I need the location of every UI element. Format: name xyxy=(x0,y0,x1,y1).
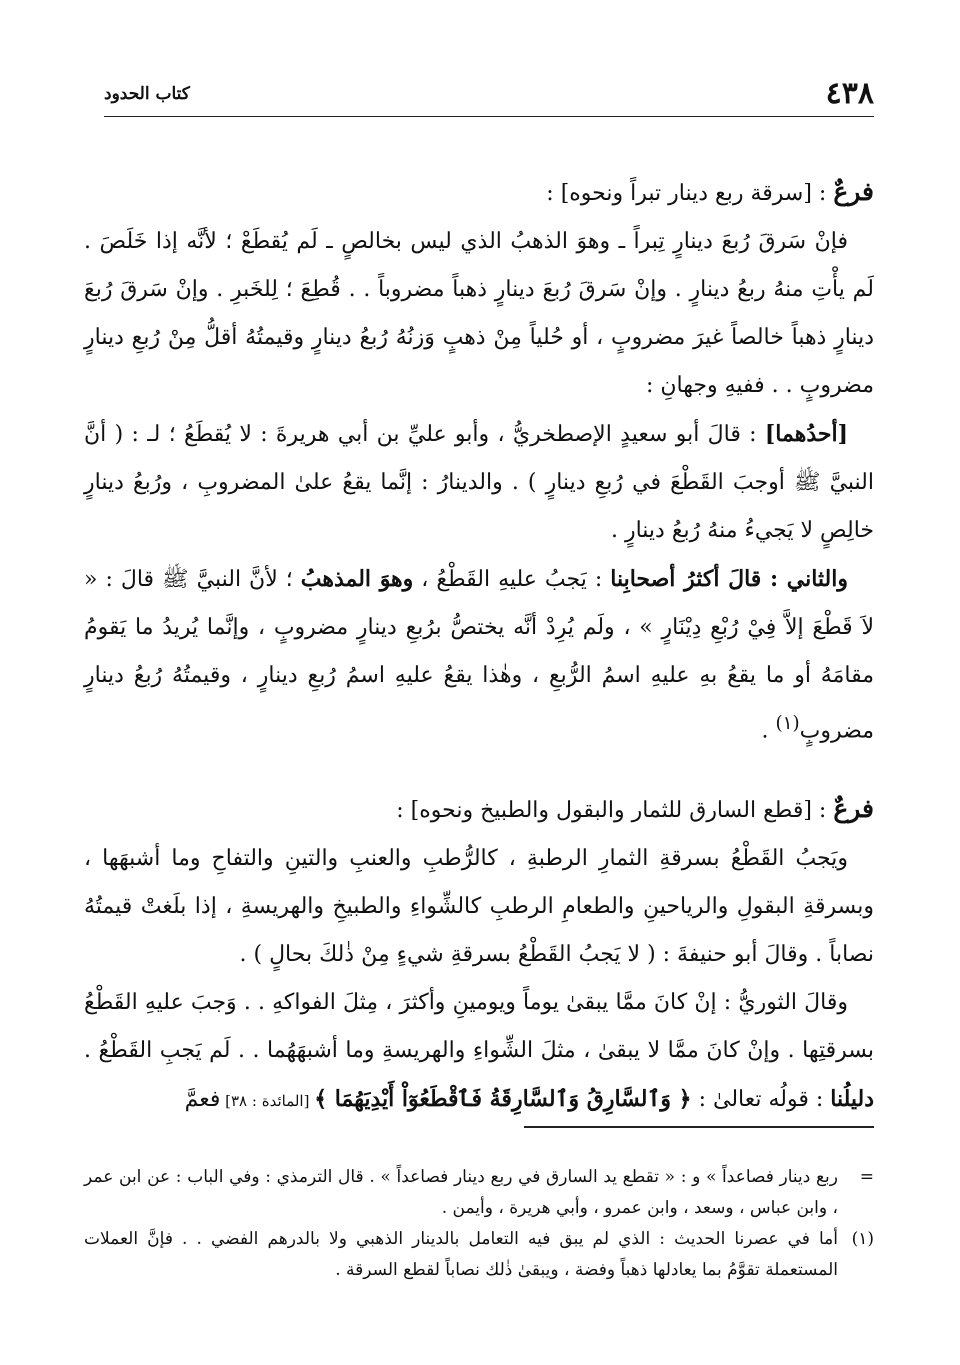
paragraph-text: : قالَ أبو سعيدٍ الإصطخريُّ ، وأبو عليِّ بن أبي هريرةَ : لا يُقطَعُ ؛ لـ : ( أنَّ النبيَّ ﷺ أوجبَ القَطْعَ في رُبعِ دينارٍ ) . والدينارُ : إنَّما يقعُ علىٰ المضروبِ ، ورُبعُ دينارٍ خالِصٍ لا يَجيءُ منهُ رُبعُ دينارٍ . xyxy=(84,422,874,543)
paragraph-lead: والثاني : قالَ أكثرُ أصحابِنا xyxy=(610,566,848,592)
footnote-text: ربع دينار فصاعداً » و : « تقطع يد السارق في ربع دينار فصاعداً » . قال الترمذي : وفي الباب : عن ابن عمر ، وابن عباس ، وسعد ، وابن عمرو ، وأبي هريرة ، وأيمن . xyxy=(84,1167,838,1218)
footnote-text: أما في عصرنا الحديث : الذي لم يبق فيه التعامل بالدينار الذهبي ولا بالدرهم الفضي . . فإنَّ العملات المستعملة تقوَّمُ بما يعادلها ذهباً وفضة ، ويبقىٰ ذٰلك نصاباً لقطع السرقة . xyxy=(84,1229,838,1280)
footnote-marker: (١) xyxy=(851,1229,874,1249)
section-gap xyxy=(84,755,874,785)
quran-verse: ﴿ وَٱلسَّارِقُ وَٱلسَّارِقَةُ فَٱقْطَعُوٓاْ أَيْدِيَهُمَا ﴾ xyxy=(314,1086,692,1113)
paragraph-end: . xyxy=(761,718,776,744)
footnotes xyxy=(84,1162,874,1286)
footnote-divider xyxy=(524,1126,874,1128)
paragraph-text: : يَجبُ عليهِ القَطْعُ ، xyxy=(413,567,611,592)
footnote-marker: = xyxy=(859,1167,874,1187)
main-text xyxy=(84,168,874,1125)
branch-label: فرعٌ xyxy=(833,177,874,206)
section-title: : [قطع السارق للثمار والبقول والطبيخ ونحوه] : xyxy=(396,798,834,824)
branch-label: فرعٌ xyxy=(833,794,874,824)
paragraph-lead: دليلُنا xyxy=(830,1086,874,1113)
footnote xyxy=(84,1162,874,1224)
paragraph: فإنْ سَرقَ رُبعَ دينارٍ تِبراً ـ وهوَ الذهبُ الذي ليس بخالصٍ ـ لَم يُقطَعْ ؛ لأنَّه إذا خَلَصَ . لَم يأْتِ منهُ ربعُ دينارٍ . وإنْ سَرقَ رُبعَ دينارٍ ذهباً مضروباً . . قُطِعَ ؛ لِلخَبرِ . وإنْ سَرقَ رُبعَ دينارٍ ذهباً خالصاً غيرَ مضروبٍ ، أو حُلياً مِنْ ذهبٍ وَزنُهُ رُبعُ دينارٍ وقيمتُهُ أقلُّ مِنْ رُبعِ دينارٍ مضروبٍ . . ففيهِ وجهانِ : xyxy=(84,229,874,398)
paragraph xyxy=(84,555,874,755)
paragraph: ويَجبُ القَطْعُ بسرقةِ الثمارِ الرطبةِ ، كالرُّطبِ والعنبِ والتينِ والتفاحِ وما أشبهَها ، وبسرقةِ البقولِ والرياحينِ والطعامِ الرطبِ كالشِّواءِ والطبيخِ والهريسةِ ، إذا بلَغتْ قيمتُهُ نصاباً . وقالَ أبو حنيفةَ : ( لا يَجبُ القَطْعُ بسرقةِ شيءٍ مِنْ ذٰلكَ بحالٍ ) . xyxy=(84,846,874,968)
page-header xyxy=(104,74,874,117)
running-title: كتاب الحدود xyxy=(104,84,190,104)
footnote xyxy=(84,1224,874,1286)
paragraph-emphasis: وهوَ المذهبُ xyxy=(300,566,414,592)
paragraph-lead: [أحدُهما] xyxy=(764,421,848,447)
paragraph xyxy=(84,410,874,555)
paragraph xyxy=(84,979,874,1125)
paragraph-text: ؛ لأنَّ النبيَّ ﷺ قالَ : « لاَ قَطْعَ إلاَّ فِيْ رُبْعِ دِيْنَارٍ » ، ولَم يُرِدْ أنَّه يختصُّ برُبعِ دينارٍ مضروبٍ ، وإنَّما يُريدُ ما يَقومُ مقامَهُ أو ما يقعُ بهِ عليهِ اسمُ الرُّبعِ ، وهٰذا يقعُ عليهِ اسمُ رُبعِ دينارٍ ، وقيمتُهُ رُبعُ دينارٍ مضروبٍ xyxy=(84,567,874,744)
page-number: ٤٣٨ xyxy=(825,76,874,111)
verse-citation: [المائدة : ٣٨] xyxy=(220,1092,315,1111)
footnote-ref[interactable]: (١) xyxy=(775,713,800,734)
paragraph-tail: فعمَّ xyxy=(184,1087,221,1113)
paragraph-text: وقالَ الثوريُّ : إنْ كانَ ممَّا يبقىٰ يوماً ويومينِ وأكثرَ ، مِثلَ الفواكهِ . . وَجبَ عليهِ القَطْعُ بسرقتِها . وإنْ كانَ ممَّا لا يبقىٰ ، مثلَ الشِّواءِ والهريسةِ وما أشبهَهُما . . لَم يَجبِ القَطْعُ . xyxy=(84,990,874,1064)
section-heading-2 xyxy=(84,785,874,835)
section-heading-1 xyxy=(84,168,874,218)
paragraph-text: : قولُه تعالىٰ : xyxy=(691,1087,831,1113)
section-title: : [سرقة ربع دينار تبراً ونحوه] : xyxy=(546,181,834,206)
